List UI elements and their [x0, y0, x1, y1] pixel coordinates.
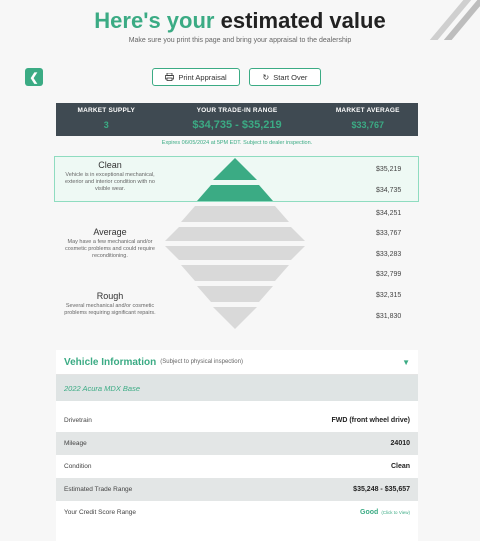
- condition-rough: [60, 291, 160, 317]
- title-rest: estimated value: [220, 8, 386, 33]
- vehicle-information-panel: [56, 350, 418, 541]
- pyramid-tier-1[interactable]: [213, 158, 257, 180]
- info-value: FWD (front wheel drive): [331, 417, 410, 424]
- price-tier-6: $32,799: [376, 271, 402, 278]
- condition-name: Average: [93, 227, 127, 237]
- page-subtitle: Make sure you print this page and bring your appraisal to the dealership: [128, 37, 352, 44]
- chevron-left-icon: ❮: [29, 71, 39, 84]
- info-row-mileage: [56, 432, 418, 455]
- condition-description: Several mechanical and/or cosmetic problems requiring significant repairs.: [64, 303, 156, 316]
- vehicle-model: 2022 Acura MDX Base: [56, 375, 418, 401]
- vehicle-information-header[interactable]: [56, 350, 418, 375]
- pyramid-tier-7: [197, 286, 273, 302]
- trade-in-range: [157, 103, 318, 136]
- condition-name: Rough: [96, 291, 124, 301]
- title-highlight: Here's your: [94, 8, 215, 33]
- info-row-credit-score: [56, 501, 418, 524]
- condition-name: Clean: [98, 160, 122, 170]
- market-supply: [56, 103, 157, 136]
- pyramid-tier-3: [181, 206, 289, 222]
- info-row-condition: [56, 455, 418, 478]
- price-tier-2: $34,735: [376, 187, 402, 194]
- market-average-value: $33,767: [351, 120, 384, 130]
- pyramid-tier-2[interactable]: [197, 185, 273, 201]
- price-tier-7: $32,315: [376, 292, 402, 299]
- condition-description: Vehicle is in exceptional mechanical, exterior and interior condition with no visible wear.: [65, 172, 155, 192]
- pyramid-tier-5: [165, 246, 305, 260]
- start-over-button[interactable]: [249, 68, 321, 86]
- print-appraisal-label: Print Appraisal: [178, 72, 227, 82]
- market-supply-label: MARKET SUPPLY: [77, 107, 136, 114]
- info-label: Condition: [64, 463, 92, 470]
- condition-clean: [60, 160, 160, 193]
- pyramid-tier-4: [165, 227, 305, 241]
- trade-in-range-value: $34,735 - $35,219: [192, 119, 282, 131]
- pyramid-tier-6: [181, 265, 289, 281]
- price-tier-1: $35,219: [376, 166, 402, 173]
- condition-pyramid: [165, 158, 305, 333]
- market-average-label: MARKET AVERAGE: [335, 107, 400, 114]
- info-value: Clean: [390, 463, 410, 470]
- pyramid-tier-8: [213, 307, 257, 329]
- price-tier-4: $33,767: [376, 230, 402, 237]
- condition-description: May have a few mechanical and/or cosmetic problems and could require reconditioning.: [65, 239, 155, 259]
- print-appraisal-button[interactable]: [152, 68, 240, 86]
- info-row-drivetrain: [56, 409, 418, 432]
- printer-icon: [165, 73, 174, 81]
- refresh-icon: ↻: [262, 72, 270, 82]
- page-title: [0, 8, 480, 34]
- vehicle-information-title: Vehicle Information: [64, 356, 157, 368]
- info-value: 24010: [390, 440, 410, 447]
- info-label: Mileage: [64, 440, 87, 447]
- value-summary-bar: [56, 103, 418, 136]
- price-tier-5: $33,283: [376, 251, 402, 258]
- trade-in-range-label: YOUR TRADE-IN RANGE: [196, 107, 278, 114]
- market-supply-value: 3: [103, 120, 109, 130]
- info-label: Your Credit Score Range: [64, 509, 137, 516]
- expiration-note: Expires 06/05/2024 at 5PM EDT. Subject to dealer inspection.: [161, 140, 313, 146]
- credit-score-value: Good: [360, 509, 379, 516]
- back-button[interactable]: [25, 68, 43, 86]
- click-to-view-label: (Click to View): [381, 510, 410, 515]
- market-average: [317, 103, 418, 136]
- vehicle-information-note: (Subject to physical inspection): [160, 359, 243, 365]
- info-row-trade-range: [56, 478, 418, 501]
- info-value: $35,248 - $35,657: [353, 486, 410, 493]
- condition-average: [60, 227, 160, 260]
- info-label: Drivetrain: [64, 417, 92, 424]
- credit-score-link[interactable]: [360, 509, 410, 516]
- price-tier-3: $34,251: [376, 210, 402, 217]
- price-tier-8: $31,830: [376, 313, 402, 320]
- chevron-down-icon[interactable]: ▼: [402, 357, 410, 367]
- info-label: Estimated Trade Range: [64, 486, 133, 493]
- start-over-label: Start Over: [273, 72, 308, 82]
